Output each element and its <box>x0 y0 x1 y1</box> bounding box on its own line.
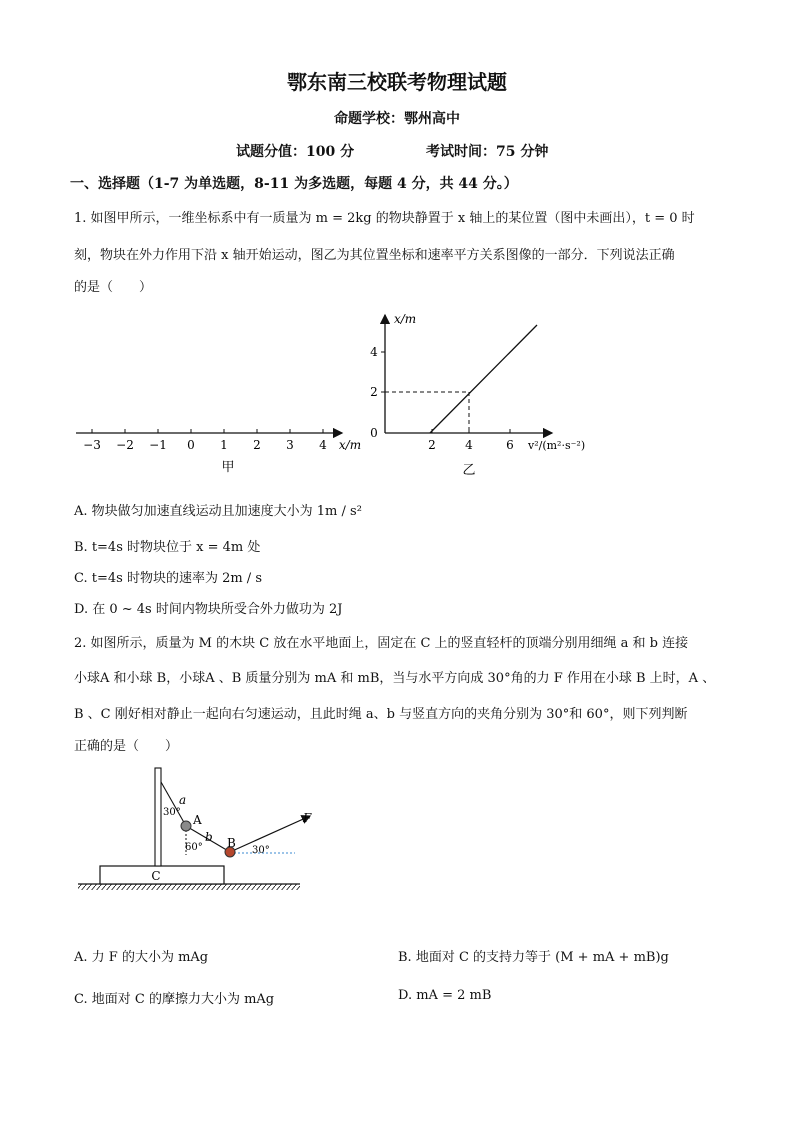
q2-option-a: A. 力 F 的大小为 mAg <box>74 950 209 965</box>
q2-line-3: B 、C 刚好相对静止一起向右匀速运动，且此时绳 a、b 与竖直方向的夹角分别为 30°和 60°，则下列判断 <box>74 707 688 722</box>
graph-y-tick-label: 4 <box>370 345 378 359</box>
angle-mid-label: 60° <box>185 842 203 853</box>
tick-label: 3 <box>286 438 294 452</box>
tick-label: −1 <box>149 438 167 452</box>
q1-line-3: 的是（ ） <box>74 280 153 295</box>
q2-option-d: D. mA = 2 mB <box>398 988 492 1003</box>
tick-label: 1 <box>220 438 228 452</box>
graph-x-tick-label: 2 <box>428 438 436 452</box>
force-f-arrow <box>230 816 310 852</box>
rope-a-label: a <box>179 793 187 807</box>
q1-option-c: C. t=4s 时物块的速率为 2m / s <box>74 571 262 586</box>
graph-data-line <box>430 325 537 433</box>
tick-label: 2 <box>253 438 261 452</box>
q2-line-2: 小球A 和小球 B，小球A 、B 质量分别为 mA 和 mB，当与水平方向成 30°角的力 F 作用在小球 B 上时，A 、 <box>74 671 716 686</box>
ball-a-label: A <box>193 813 202 827</box>
graph-x-tick-label: 6 <box>506 438 514 452</box>
q1-option-b: B. t=4s 时物块位于 x = 4m 处 <box>74 540 261 555</box>
figure-caption-yi: 乙 <box>462 463 476 478</box>
axis-label: x/m <box>338 438 362 452</box>
tick-label: 0 <box>187 438 195 452</box>
q1-option-d: D. 在 0 ~ 4s 时间内物块所受合外力做功为 2J <box>74 602 343 617</box>
q1-graph-figure <box>352 305 612 480</box>
rope-b-label: b <box>205 830 213 844</box>
block-c-label: C <box>151 869 161 883</box>
time-line: 考试时间：75 分钟 <box>426 144 549 160</box>
school-line: 命题学校：鄂州高中 <box>334 111 460 127</box>
q1-line-1: 1. 如图甲所示，一维坐标系中有一质量为 m = 2kg 的物块静置于 x 轴上的某位置（图中未画出），t = 0 时 <box>74 211 695 226</box>
ball-b-label: B <box>227 836 236 850</box>
q2-figure <box>70 760 330 900</box>
block-c <box>100 866 224 884</box>
q2-option-b: B. 地面对 C 的支持力等于 (M + mA + mB)g <box>398 950 669 965</box>
vertical-rod <box>155 768 161 866</box>
q1-line-2: 刻，物块在外力作用下沿 x 轴开始运动，图乙为其位置坐标和速率平方关系图像的一部分．下列说法正确 <box>74 248 675 263</box>
q2-option-c: C. 地面对 C 的摩擦力大小为 mAg <box>74 992 275 1007</box>
figure-caption-jia: 甲 <box>221 460 235 475</box>
force-f-label: F <box>303 811 312 825</box>
score-line: 试题分值：100 分 <box>236 144 355 160</box>
tick-label: −2 <box>116 438 134 452</box>
ball-a <box>181 821 191 831</box>
tick-label: 4 <box>319 438 327 452</box>
page-title: 鄂东南三校联考物理试题 <box>287 70 507 94</box>
angle-f-label: 30° <box>252 845 270 856</box>
graph-y-label: x/m <box>394 312 417 326</box>
tick-label: −3 <box>83 438 101 452</box>
angle-top-label: 30° <box>163 807 181 818</box>
graph-y-tick-label: 0 <box>370 426 378 440</box>
ground-hatch <box>78 884 300 890</box>
q2-line-1: 2. 如图所示，质量为 M 的木块 C 放在水平地面上，固定在 C 上的竖直轻杆的顶端分别用细绳 a 和 b 连接 <box>74 636 689 651</box>
section-heading: 一、选择题（1-7 为单选题，8-11 为多选题，每题 4 分，共 44 分。） <box>70 176 518 192</box>
q1-number-line-figure <box>70 420 370 480</box>
q1-option-a: A. 物块做匀加速直线运动且加速度大小为 1m / s² <box>74 504 362 519</box>
graph-x-label: v²/(m²·s⁻²) <box>528 439 586 452</box>
graph-y-tick-label: 2 <box>370 385 378 399</box>
q2-line-4: 正确的是（ ） <box>74 739 179 754</box>
graph-x-tick-label: 4 <box>465 438 473 452</box>
